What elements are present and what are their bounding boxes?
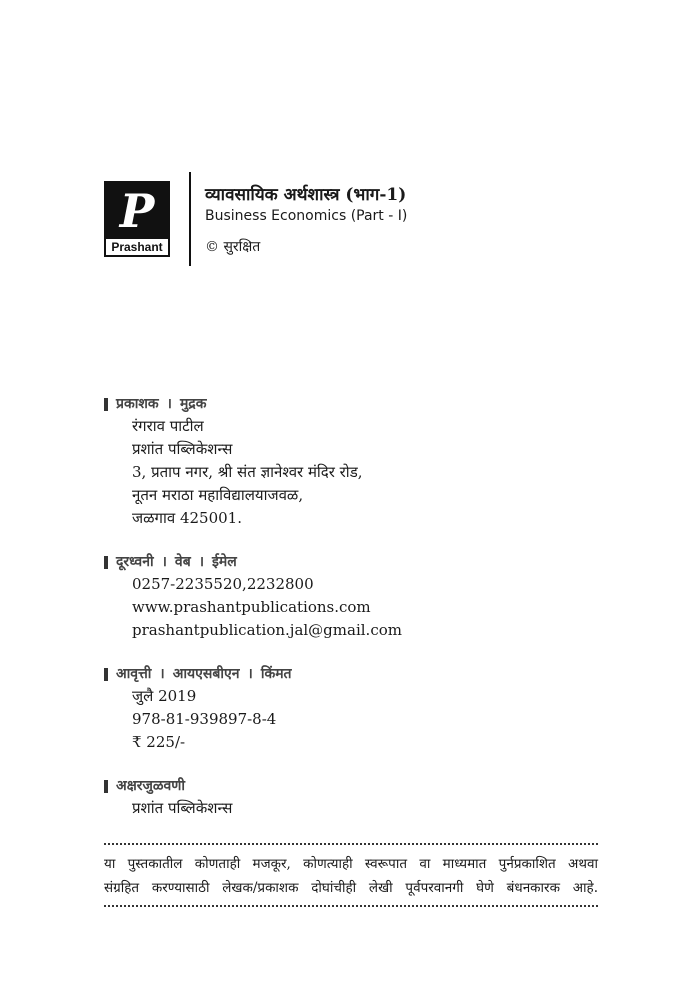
phone-numbers: 0257-2235520,2232800 <box>132 575 314 593</box>
publisher-logo <box>104 181 170 257</box>
book-title-english: Business Economics (Part - I) <box>205 208 408 224</box>
publisher-section <box>104 393 363 530</box>
dotted-rule-bottom <box>104 905 598 907</box>
warning-line-1: या पुस्तकातील कोणताही मजकूर, कोणत्याही स्वरूपात वा माध्यमात पुर्नप्रकाशित अथवा <box>104 856 598 872</box>
publisher-company: प्रशांत पब्लिकेशन्स <box>132 440 233 458</box>
heading-publisher: प्रकाशक <box>116 396 159 412</box>
address-line-1: 3, प्रताप नगर, श्री संत ज्ञानेश्वर मंदिर रोड, <box>132 463 363 481</box>
heading-email: ईमेल <box>212 554 237 570</box>
typesetter-name: प्रशांत पब्लिकेशन्स <box>132 799 233 817</box>
email-address: prashantpublication.jal@gmail.com <box>132 621 402 639</box>
heading-bar <box>104 780 108 793</box>
heading-isbn: आयएसबीएन <box>172 666 240 682</box>
section-heading: आवृत्ती । आयएसबीएन । किंमत <box>104 663 292 685</box>
heading-bar <box>104 556 108 569</box>
section-heading <box>104 775 232 797</box>
heading-typesetting: अक्षरजुळवणी <box>116 778 186 794</box>
heading-web: वेब <box>174 554 191 570</box>
heading-price: किंमत <box>260 666 292 682</box>
address-line-2: नूतन मराठा महाविद्यालयाजवळ, <box>132 486 304 504</box>
website: www.prashantpublications.com <box>132 598 371 616</box>
dotted-rule-top <box>104 843 598 845</box>
edition-section <box>104 663 292 754</box>
price: ₹ 225/- <box>132 733 186 751</box>
typesetting-section <box>104 775 232 820</box>
edition-date: जुलै 2019 <box>132 687 197 705</box>
heading-printer: मुद्रक <box>179 396 207 412</box>
heading-bar <box>104 668 108 681</box>
logo-p-mark: P <box>106 183 168 239</box>
heading-phone: दूरध्वनी <box>116 554 154 570</box>
heading-bar <box>104 398 108 411</box>
section-heading: प्रकाशक । मुद्रक <box>104 393 363 415</box>
title-divider <box>189 172 191 266</box>
address-line-3: जळगाव 425001. <box>132 509 242 527</box>
publisher-name: रंगराव पाटील <box>132 417 204 435</box>
warning-line-2: संग्रहित करण्यासाठी लेखक/प्रकाशक दोघांचीही लेखी पूर्वपरवानगी घेणे बंधनकारक आहे. <box>104 880 598 896</box>
section-heading: दूरध्वनी । वेब । ईमेल <box>104 551 402 573</box>
isbn-number: 978-81-939897-8-4 <box>132 710 277 728</box>
copyright-warning <box>104 852 598 900</box>
contact-section <box>104 551 402 642</box>
logo-name: Prashant <box>111 240 163 254</box>
book-title-marathi: व्यावसायिक अर्थशास्त्र (भाग-1) <box>205 185 407 205</box>
copyright-notice: © सुरक्षित <box>205 239 261 255</box>
heading-edition: आवृत्ती <box>116 666 152 682</box>
